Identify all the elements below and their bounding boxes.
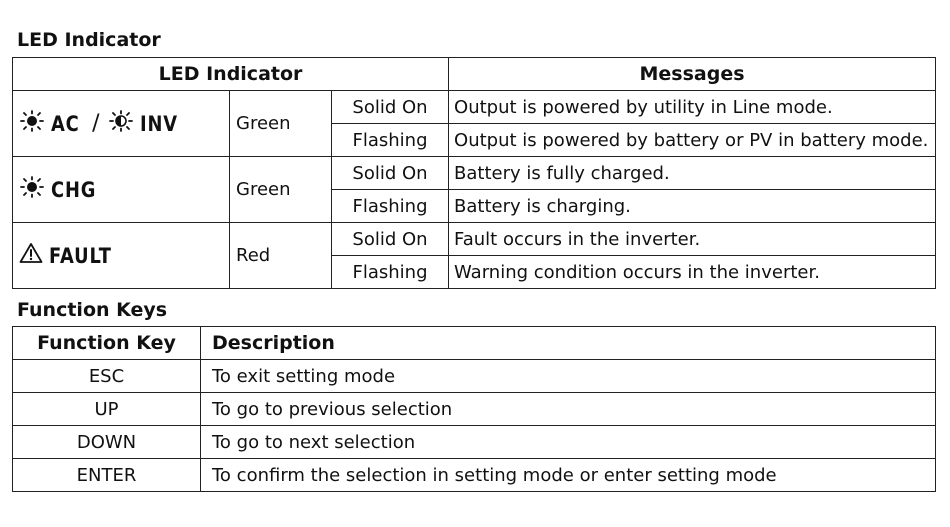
led-state: Flashing xyxy=(332,190,449,223)
led-indicator-table xyxy=(12,57,936,289)
header-messages: Messages xyxy=(449,58,936,91)
function-keys-section-title: Function Keys xyxy=(17,299,168,321)
led-message: Warning condition occurs in the inverter. xyxy=(449,256,936,289)
led-state: Flashing xyxy=(332,256,449,289)
separator-slash: / xyxy=(92,111,100,136)
function-key-description: To exit setting mode xyxy=(201,360,936,393)
led-label-fault: FAULT xyxy=(48,243,112,268)
sun-lit-icon xyxy=(19,110,45,137)
led-message: Output is powered by utility in Line mode. xyxy=(449,91,936,124)
function-key-description: To go to previous selection xyxy=(201,393,936,426)
led-message: Battery is fully charged. xyxy=(449,157,936,190)
table-row xyxy=(13,393,936,426)
header-function-key: Function Key xyxy=(13,327,201,360)
function-key-name: ESC xyxy=(13,360,201,393)
warning-triangle-icon xyxy=(19,242,43,269)
table-row xyxy=(13,91,936,124)
led-message: Fault occurs in the inverter. xyxy=(449,223,936,256)
function-key-description: To confirm the selection in setting mode or enter setting mode xyxy=(201,459,936,492)
sun-lit-icon xyxy=(19,176,45,203)
function-key-description: To go to next selection xyxy=(201,426,936,459)
led-name-ac-inv xyxy=(13,91,230,157)
table-row xyxy=(13,157,936,190)
led-state: Solid On xyxy=(332,223,449,256)
table-header-row xyxy=(13,58,936,91)
led-state: Solid On xyxy=(332,157,449,190)
led-name-chg xyxy=(13,157,230,223)
led-color: Green xyxy=(230,91,332,157)
function-key-name: ENTER xyxy=(13,459,201,492)
led-section-title: LED Indicator xyxy=(17,29,161,51)
sun-half-icon xyxy=(108,110,134,137)
table-row xyxy=(13,360,936,393)
function-key-name: UP xyxy=(13,393,201,426)
table-row xyxy=(13,223,936,256)
led-color: Green xyxy=(230,157,332,223)
led-label-chg: CHG xyxy=(50,177,96,202)
led-message: Output is powered by battery or PV in battery mode. xyxy=(449,124,936,157)
led-name-fault xyxy=(13,223,230,289)
led-label-inv: INV xyxy=(140,111,178,136)
led-message: Battery is charging. xyxy=(449,190,936,223)
table-row xyxy=(13,459,936,492)
header-description: Description xyxy=(201,327,936,360)
led-state: Flashing xyxy=(332,124,449,157)
header-led-indicator: LED Indicator xyxy=(13,58,449,91)
led-state: Solid On xyxy=(332,91,449,124)
led-label-ac: AC xyxy=(50,111,80,136)
function-keys-table xyxy=(12,326,936,492)
table-row xyxy=(13,426,936,459)
table-header-row xyxy=(13,327,936,360)
function-key-name: DOWN xyxy=(13,426,201,459)
led-color: Red xyxy=(230,223,332,289)
